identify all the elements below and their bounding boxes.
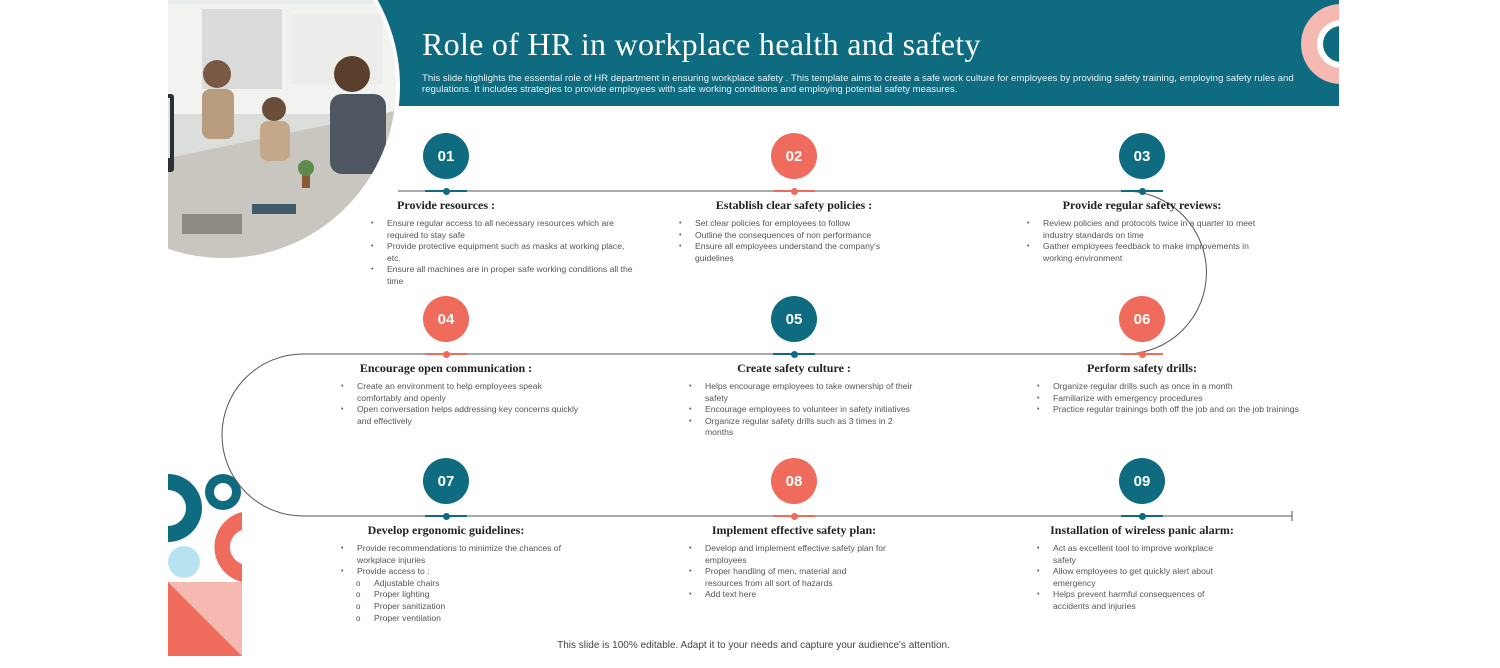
step-sub-bullet: o Adjustable chairs xyxy=(338,578,588,590)
step-bullet-list xyxy=(1034,543,1234,613)
step-bullet: • Helps prevent harmful consequences of accidents and injuries xyxy=(1034,589,1234,612)
step-bullet: • Outline the consequences of non performance xyxy=(676,230,916,242)
step-bullet: • Encourage employees to volunteer in safety initiatives xyxy=(686,404,916,416)
step-number-badge: 06 xyxy=(1119,296,1165,342)
step-bullet: • Organize regular drills such as once in a month xyxy=(1034,381,1299,393)
page-subtitle: This slide highlights the essential role of HR department in ensuring workplace safety . This template aims to create a safe work culture for employees by providing safety training, employing safety rules and regulations. It includes strategies to provide employees with safe working conditions and employing potential safety measures. xyxy=(422,73,1294,95)
step-connector-dot xyxy=(443,351,450,358)
step-number-badge: 09 xyxy=(1119,458,1165,504)
step-number-badge: 08 xyxy=(771,458,817,504)
step-bullet: • Familiarize with emergency procedures xyxy=(1034,393,1299,405)
step-bullet: • Develop and implement effective safety plan for employees xyxy=(686,543,886,566)
step-connector-dot xyxy=(1139,513,1146,520)
step-number-badge: 03 xyxy=(1119,133,1165,179)
step-bullet-list xyxy=(686,543,886,601)
step-connector-dot xyxy=(443,513,450,520)
step-bullet-list xyxy=(338,381,588,427)
step-title: Establish clear safety policies : xyxy=(715,198,873,212)
step-sub-bullet: o Proper sanitization xyxy=(338,601,588,613)
step-title: Develop ergonomic guidelines: xyxy=(367,523,525,537)
step-bullet-list xyxy=(1024,218,1274,264)
decorative-shape-top-right xyxy=(1289,0,1339,92)
step-connector-dot xyxy=(1139,351,1146,358)
step-bullet: • Organize regular safety drills such as 3 times in 2 months xyxy=(686,416,916,439)
step-bullet: • Gather employees feedback to make improvements in working environment xyxy=(1024,241,1274,264)
step-connector-dot xyxy=(791,513,798,520)
step-bullet: • Provide recommendations to minimize the chances of workplace injuries xyxy=(338,543,588,566)
step-number-badge: 07 xyxy=(423,458,469,504)
step-number-badge: 01 xyxy=(423,133,469,179)
step-bullet: • Ensure all machines are in proper safe working conditions all the time xyxy=(368,264,638,287)
step-bullet: • Allow employees to get quickly alert about emergency xyxy=(1034,566,1234,589)
step-title: Installation of wireless panic alarm: xyxy=(1050,523,1234,537)
step-number-badge: 02 xyxy=(771,133,817,179)
office-photo xyxy=(168,0,400,262)
step-bullet: • Add text here xyxy=(686,589,886,601)
step-bullet: • Create an environment to help employees speak comfortably and openly xyxy=(338,381,588,404)
step-title: Create safety culture : xyxy=(737,361,851,375)
step-bullet: • Helps encourage employees to take ownership of their safety xyxy=(686,381,916,404)
step-bullet: • Ensure regular access to all necessary resources which are required to stay safe xyxy=(368,218,638,241)
step-title: Encourage open communication : xyxy=(359,361,533,375)
step-bullet: • Act as excellent tool to improve workplace safety xyxy=(1034,543,1234,566)
step-bullet: • Provide access to : xyxy=(338,566,588,578)
decorative-shape-bottom-left xyxy=(168,470,248,660)
step-bullet: • Set clear policies for employees to follow xyxy=(676,218,916,230)
step-bullet: • Open conversation helps addressing key concerns quickly and effectively xyxy=(338,404,588,427)
step-bullet-list xyxy=(368,218,638,288)
step-title: Provide regular safety reviews: xyxy=(1062,198,1222,212)
step-title: Provide resources : xyxy=(397,198,495,212)
step-bullet: • Proper handling of men, material and resources from all sort of hazards xyxy=(686,566,886,589)
step-bullet-list xyxy=(686,381,916,439)
step-sub-bullet: o Proper ventilation xyxy=(338,613,588,625)
step-bullet-list xyxy=(338,543,588,624)
step-title: Perform safety drills: xyxy=(1087,361,1197,375)
step-title: Implement effective safety plan: xyxy=(711,523,877,537)
step-bullet: • Provide protective equipment such as masks at working place, etc. xyxy=(368,241,638,264)
step-bullet: • Practice regular trainings both off the job and on the job trainings xyxy=(1034,404,1299,416)
step-connector-dot xyxy=(443,188,450,195)
page-title: Role of HR in workplace health and safety xyxy=(422,26,981,62)
step-bullet-list xyxy=(1034,381,1299,416)
step-number-badge: 05 xyxy=(771,296,817,342)
step-number-badge: 04 xyxy=(423,296,469,342)
step-bullet-list xyxy=(676,218,916,264)
step-bullet: • Ensure all employees understand the company's guidelines xyxy=(676,241,916,264)
footer-note: This slide is 100% editable. Adapt it to your needs and capture your audience's attention. xyxy=(557,640,950,651)
step-connector-dot xyxy=(791,351,798,358)
step-sub-bullet: o Proper lighting xyxy=(338,589,588,601)
step-bullet: • Review policies and protocols twice in a quarter to meet industry standards on time xyxy=(1024,218,1274,241)
slide xyxy=(168,0,1339,668)
step-connector-dot xyxy=(791,188,798,195)
step-connector-dot xyxy=(1139,188,1146,195)
